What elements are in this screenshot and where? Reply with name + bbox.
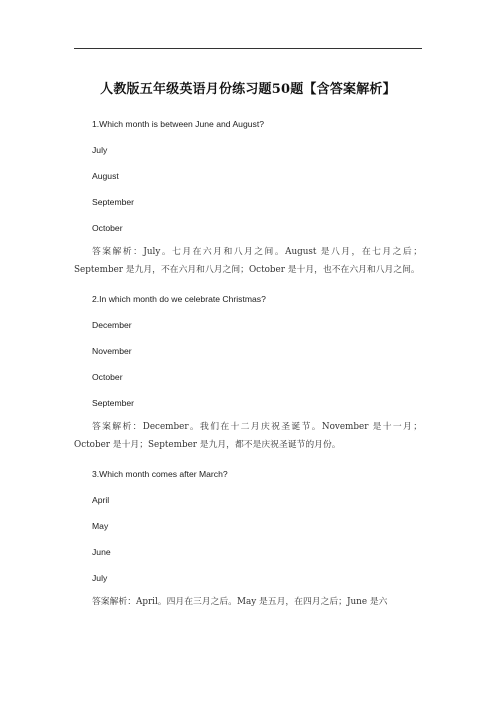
option-item: June — [92, 547, 111, 557]
document-title: 人教版五年级英语月份练习题50题【含答案解析】 — [100, 82, 396, 97]
option-item: September — [92, 398, 135, 408]
option-item: April — [92, 495, 110, 505]
option-item: October — [92, 223, 123, 233]
answer-explanation: 答案解析：July。七月在六月和八月之间。August 是八月，在七月之后；September 是九月，不在六月和八月之间；October 是十月，也不在六月和八月之间。 — [74, 247, 422, 275]
option-item: July — [92, 145, 108, 155]
question-text: 1.Which month is between June and August? — [92, 119, 264, 129]
option-item: August — [92, 171, 119, 181]
question-block — [74, 118, 422, 279]
question-block — [74, 293, 422, 454]
option-item: May — [92, 521, 109, 531]
option-item: December — [92, 320, 132, 330]
header-rule — [74, 48, 422, 49]
option-item: October — [92, 372, 123, 382]
answer-explanation: 答案解析：April。四月在三月之后。May 是五月，在四月之后；June 是六 — [92, 597, 388, 607]
answer-explanation: 答案解析：December。我们在十二月庆祝圣诞节。November 是十一月；October 是十月；September 是九月，都不是庆祝圣诞节的月份。 — [74, 422, 422, 450]
question-text: 2.In which month do we celebrate Christmas? — [92, 294, 266, 304]
question-text: 3.Which month comes after March? — [92, 469, 228, 479]
question-list — [74, 118, 422, 611]
option-item: September — [92, 197, 135, 207]
option-item: November — [92, 346, 132, 356]
question-block — [74, 468, 422, 611]
option-item: July — [92, 573, 108, 583]
